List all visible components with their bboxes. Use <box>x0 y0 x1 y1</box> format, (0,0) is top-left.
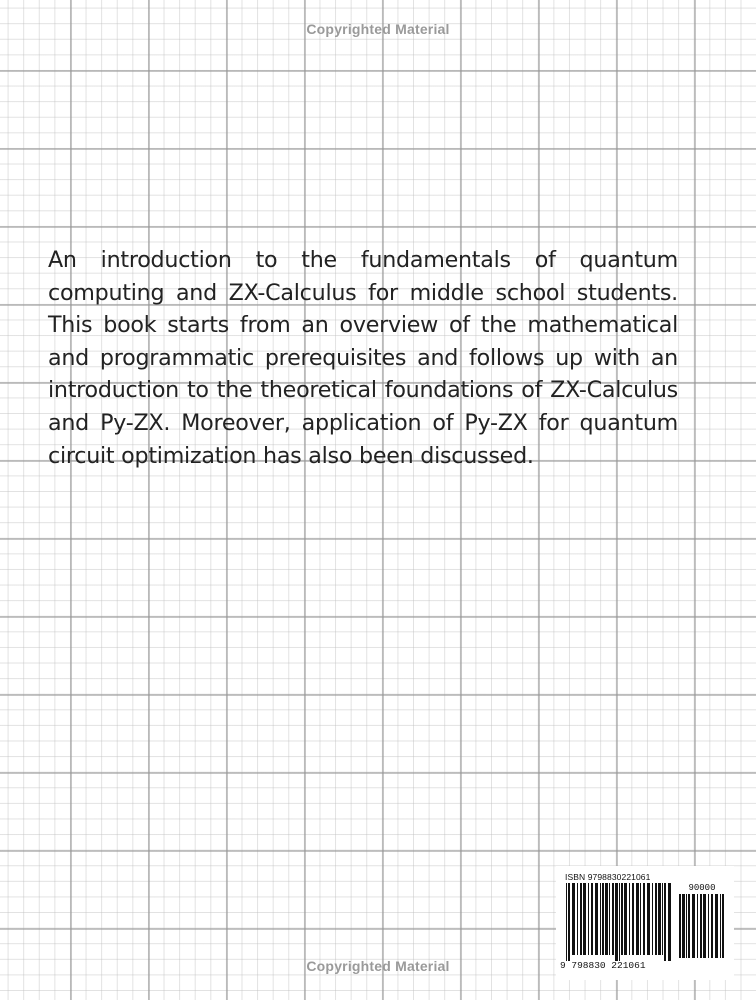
barcode-bar <box>711 894 713 958</box>
isbn-label: ISBN 9798830221061 <box>565 872 651 882</box>
barcode-bar <box>632 883 634 955</box>
barcode-bar <box>591 883 593 955</box>
barcode-bar <box>624 883 627 955</box>
barcode-bar <box>566 883 567 961</box>
barcode-bar <box>643 883 645 955</box>
barcode-bar <box>609 883 610 955</box>
barcode-bar <box>697 894 698 958</box>
price-code: 90000 <box>688 883 716 893</box>
barcode-bar <box>686 894 687 958</box>
barcode-bar <box>580 883 582 955</box>
barcode-bar <box>658 883 661 955</box>
barcode-bar <box>668 883 671 961</box>
barcode-bar <box>652 883 653 955</box>
book-description: An introduction to the fundamentals of quantum computing and ZX-Calculus for middle school students. This book starts from an overview of the mathematical and programmatic prerequisites and follows up with an introduction to the theoretical foundations of ZX-Calculus and Py-ZX. Moreover, application of Py-ZX for quantum circuit optimization has also been discussed. <box>48 247 678 469</box>
watermark-top: Copyrighted Material <box>306 21 450 37</box>
barcode-bar <box>720 894 721 958</box>
barcode-bar <box>612 883 614 955</box>
barcode-bar <box>682 894 685 958</box>
barcode-bar <box>664 883 666 961</box>
barcode-bar <box>715 894 718 958</box>
barcode-bar <box>600 883 601 955</box>
barcode-bar <box>568 883 570 961</box>
watermark-bottom: Copyrighted Material <box>306 958 450 974</box>
barcode-bar <box>722 894 724 958</box>
barcode-bar <box>700 894 702 958</box>
barcode-bar <box>605 883 608 955</box>
barcode-bar <box>655 883 657 955</box>
ean-barcode <box>564 883 676 963</box>
barcode-bar <box>572 883 575 955</box>
barcode-bar <box>688 894 690 958</box>
barcode-bar <box>583 883 586 955</box>
price-barcode <box>677 894 727 966</box>
barcode-bar <box>588 883 589 955</box>
barcode-bar <box>708 894 709 958</box>
barcode-bar <box>602 883 604 955</box>
barcode-bar <box>619 883 620 961</box>
barcode-bar <box>679 894 681 958</box>
barcode-bar <box>662 883 663 955</box>
ean-digits: 9 798830 221061 <box>560 960 646 971</box>
barcode-bar <box>640 883 641 955</box>
barcode-bar <box>703 894 706 958</box>
barcode-bar <box>636 883 639 955</box>
barcode-bar <box>647 883 650 955</box>
barcode-bar <box>692 894 695 958</box>
barcode-bar <box>577 883 578 955</box>
barcode-bar <box>629 883 630 955</box>
barcode-bar <box>595 883 598 955</box>
barcode-bar <box>615 883 618 961</box>
barcode-bar <box>621 883 623 955</box>
